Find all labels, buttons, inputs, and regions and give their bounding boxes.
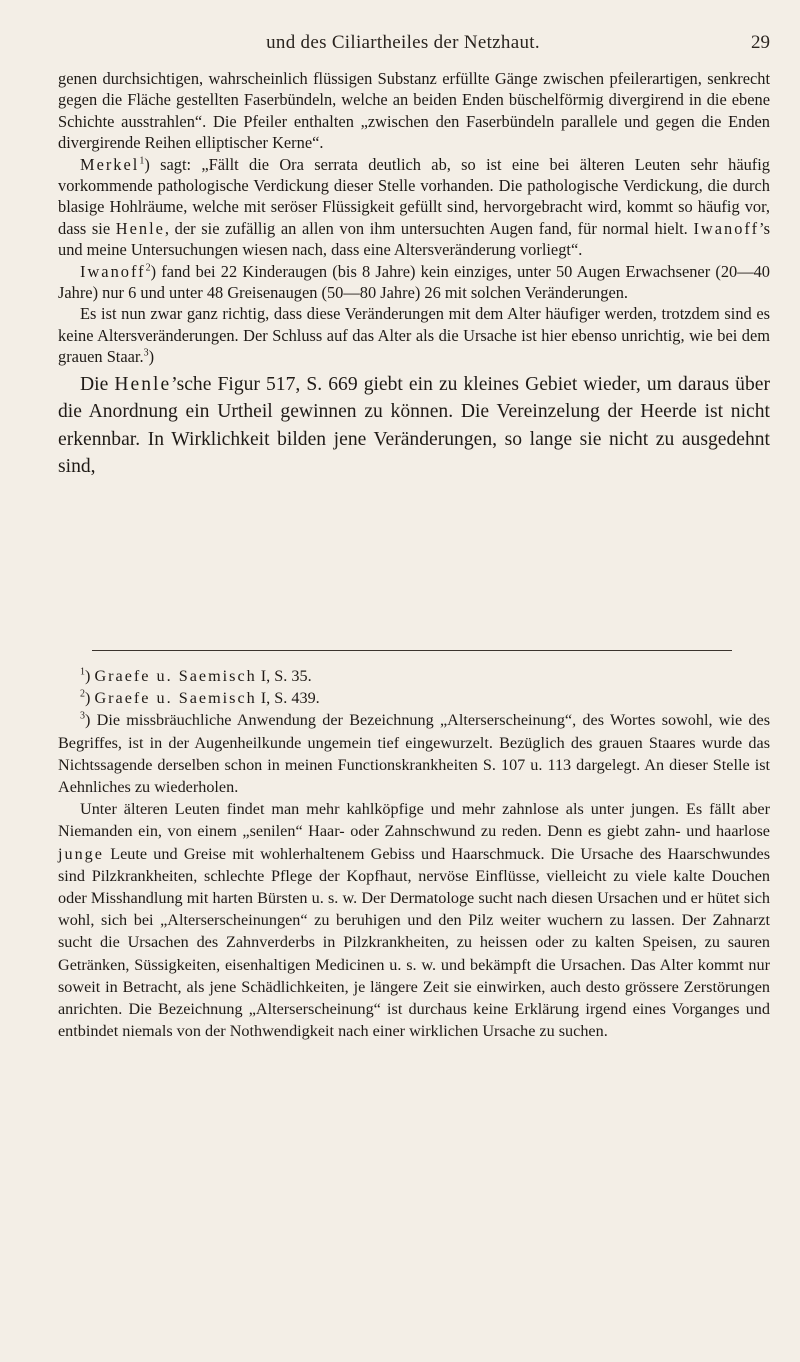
paragraph-2 (58, 154, 770, 261)
footnote-text-a: Unter älteren Leuten findet man mehr kahlköpfige und mehr zahnlose als unter jungen. Es fällt aber Niemanden ein, von einem „senilen“ Haar- oder Zahnschwund zu reden. Denn es giebt zahn- und haarlose (58, 800, 770, 841)
author-name: Henle (115, 218, 165, 238)
main-text (58, 68, 770, 481)
book-page (58, 0, 770, 1362)
footnotes (58, 665, 770, 1042)
paragraph-4-text: Es ist nun zwar ganz richtig, dass diese Veränderungen mit dem Alter häufiger werden, trotzdem sind es keine Altersveränderungen. Der Schluss auf das Alter als die Ursache ist hier ebenso unrichtig, wie bei dem grauen Staar. (58, 304, 770, 367)
paragraph-5-lead: Die (80, 373, 115, 395)
footnote-reference: I, S. 35. (256, 667, 312, 685)
footnote-3-continued (58, 798, 770, 1042)
footnote-number: 3 (80, 711, 85, 723)
author-name: Iwanoff (693, 218, 760, 238)
running-title: und des Ciliartheiles der Netzhaut. (266, 32, 540, 53)
footnote-2: $^2$) Graefe u. Saemisch I, S. 439. (80, 688, 320, 708)
footnote-reference: I, S. 439. (256, 689, 320, 708)
paragraph-4-tail: ) (148, 347, 155, 367)
paragraph-2-text-b: , der sie zufällig an allen von ihm untersuchten Augen fand, für normal hielt. (164, 218, 694, 238)
paragraph-2-text-c: ’s und meine Untersuchungen wiesen nach, dass eine Altersveränderung vorliegt“. (58, 218, 770, 260)
footnote-authors: Graefe u. Saemisch (94, 667, 257, 685)
paragraph-2-text: ) sagt: „Fällt die Ora serrata deutlich ab, so ist eine bei älteren Leuten sehr häufig vorkommende pathologische Verdickung dieser Stelle vorhanden. Die pathologische Verdickung, die durch blasige Hohlräume, welche mit seröser Flüssigkeit gefüllt sind, hervorgebracht wird, kommt so häufig vor, dass sie (58, 154, 770, 238)
footnote-1: $^1$) Graefe u. Saemisch I, S. 35. (80, 666, 312, 685)
footnote-3-text: ) Die missbräuchliche Anwendung der Bezeichnung „Alterserscheinung“, des Wortes sowohl, wie des Begriffes, ist in der Augenheilkunde ungemein tief eingewurzelt. Bezüglich des grauen Staares wurde das Nichtssagende derselben schon in meinen Functionskrankheiten S. 107 u. 113 dargelegt. An dieser Stelle ist Aehnliches zu wiederholen. (58, 711, 770, 797)
paragraph-5 (58, 371, 770, 481)
author-name: Merkel (80, 154, 140, 174)
footnote-3 (58, 709, 770, 798)
footnote-number: 2 (80, 688, 85, 700)
page-number: 29 (751, 32, 770, 53)
footnote-rule (92, 650, 732, 651)
running-head (58, 32, 770, 56)
footnote-marker: 1 (139, 155, 145, 167)
footnote-number: 1 (80, 666, 85, 678)
paragraph-3-text: ) fand bei 22 Kinderaugen (bis 8 Jahre) kein einziges, unter 50 Augen Erwachsener (20—40 Jahre) nur 6 und unter 48 Greisenaugen (50—80 Jahre) 26 mit solchen Veränderungen. (58, 261, 770, 303)
paragraph-4 (58, 303, 770, 367)
paragraph-3 (58, 261, 770, 304)
emphasis-word: junge (58, 844, 104, 863)
author-name: Iwanoff (80, 261, 146, 281)
paragraph-1: genen durchsichtigen, wahrscheinlich flüssigen Substanz erfüllte Gänge zwischen pfeilerartigen, senkrecht gegen die Fläche gestellten Faserbündeln, welche an beiden Enden büschelförmig divergirend in die ebene Schichte ausstrahlen“. Die Pfeiler enthalten „zwischen den Faserbündeln parallele und gegen die Enden divergirende Reihen elliptischer Kerne“. (58, 69, 770, 153)
footnote-marker: 2 (145, 262, 151, 274)
footnote-text-b: Leute und Greise mit wohlerhaltenem Gebiss und Haarschmuck. Die Ursache des Haarschwundes sind Pilzkrankheiten, schlechte Pflege der Kopfhaut, nervöse Einflüsse, vielleicht zu viele kalte Douchen oder Misshandlung mit harten Bürsten u. s. w. Der Dermatologe sucht nach diesen Ursachen und er hütet sich wohl, sich bei „Alterserscheinungen“ zu beruhigen und den Pilz weiter wuchern zu lassen. Der Zahnarzt sucht die Ursachen des Zahnverderbs in Pilzkrankheiten, zu heissen oder zu kalten Speisen, zu sauren Getränken, Süssigkeiten, eisenhaltigen Medicinen u. s. w. und bekämpft die Ursachen. Das Alter kommt nur soweit in Betracht, als jene Schädlichkeiten, je längere Zeit sie einwirken, auch desto grössere Zerstörungen anrichten. Die Bezeichnung „Alterserscheinung“ ist durchaus keine Erklärung irgend eines Vorganges und entbindet niemals von der Nothwendigkeit nach einer wirklichen Ursache zu suchen. (58, 844, 770, 1041)
footnote-marker: 3 (143, 347, 149, 359)
footnote-authors: Graefe u. Saemisch (94, 689, 257, 708)
author-name: Henle (114, 373, 172, 395)
paragraph-5-text: ’sche Figur 517, S. 669 giebt ein zu kleines Gebiet wieder, um daraus über die Anordnung ein Urtheil gewinnen zu können. Die Vereinzelung der Heerde ist nicht erkennbar. In Wirklichkeit bilden jene Veränderungen, so lange sie nicht zu ausgedehnt sind, (58, 373, 770, 478)
